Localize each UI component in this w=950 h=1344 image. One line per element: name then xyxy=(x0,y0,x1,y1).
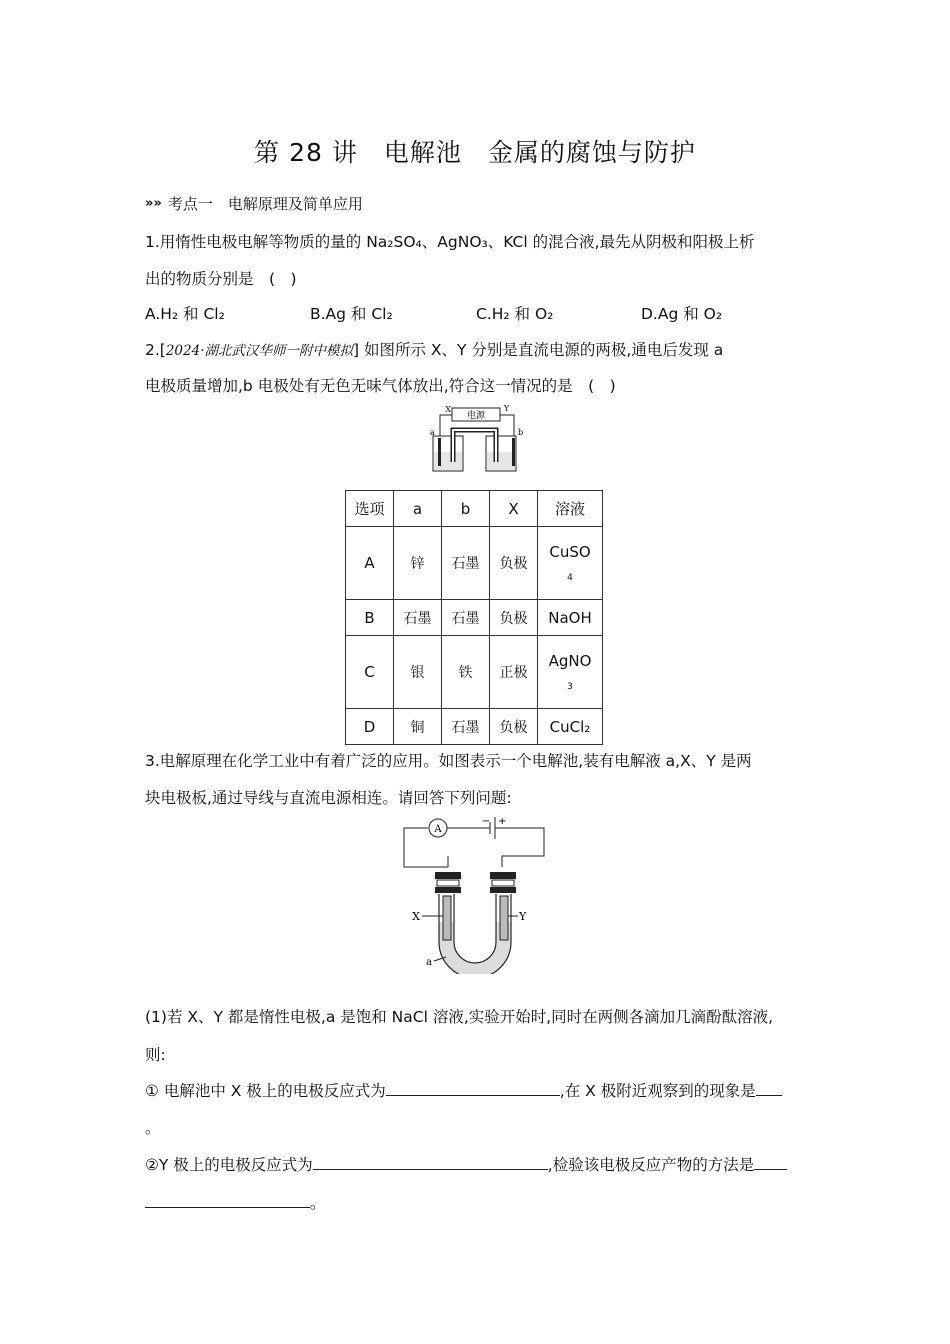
wire-right xyxy=(495,828,544,856)
table-cell: 负极 xyxy=(490,527,538,600)
q1-line2: 出的物质分别是 ( ) xyxy=(145,270,297,288)
stopper-right xyxy=(490,872,516,879)
table-cell: 铜 xyxy=(394,709,442,745)
electrode-y xyxy=(500,896,508,940)
q3-line1: 3.电解原理在化学工业中有着广泛的应用。如图表示一个电解池,装有电解液 a,X、Y 是两 xyxy=(145,752,752,770)
table-cell: 正极 xyxy=(490,636,538,709)
table-cell: 石墨 xyxy=(442,600,490,636)
ammeter-label: A xyxy=(434,824,442,835)
electrolyte-a-label: a xyxy=(426,957,432,968)
table-cell: 银 xyxy=(394,636,442,709)
table-cell: C xyxy=(346,636,394,709)
answer-blank[interactable] xyxy=(313,1155,548,1170)
table-cell: 锌 xyxy=(394,527,442,600)
stopper-left xyxy=(435,872,461,879)
s2-end: 。 xyxy=(310,1194,326,1212)
table-cell: CuCl₂ xyxy=(538,709,603,745)
battery-plus: + xyxy=(498,816,507,827)
q2-text1: ] 如图所示 X、Y 分别是直流电源的两极,通电后发现 a xyxy=(353,341,724,359)
solution-name: CuSO xyxy=(549,543,591,561)
table-cell: D xyxy=(346,709,394,745)
s1-text-b: ,在 X 极附近观察到的现象是 xyxy=(559,1082,756,1100)
table-row xyxy=(346,527,603,600)
table-cell: B xyxy=(346,600,394,636)
q2-line1 xyxy=(145,338,723,360)
q1-option-b: B.Ag 和 Cl₂ xyxy=(310,305,393,323)
electrode-a xyxy=(438,438,441,466)
s2-text-b: ,检验该电极反应产物的方法是 xyxy=(547,1156,755,1174)
wire-left xyxy=(440,415,452,436)
table-cell: NaOH xyxy=(538,600,603,636)
table-cell: 石墨 xyxy=(442,527,490,600)
section-heading xyxy=(145,193,363,214)
electrolysis-figure-q2 xyxy=(420,402,532,476)
table-cell xyxy=(538,527,603,600)
table-cell: 负极 xyxy=(490,600,538,636)
table-row xyxy=(346,636,603,709)
q3-p1-line2: 则: xyxy=(145,1046,166,1064)
table-header: b xyxy=(442,491,490,527)
q1-option-d: D.Ag 和 O₂ xyxy=(641,305,723,323)
table-cell: 石墨 xyxy=(394,600,442,636)
table-header-row xyxy=(346,491,603,527)
electrode-x xyxy=(443,896,451,940)
section-label: 考点一 电解原理及简单应用 xyxy=(167,195,363,213)
fig-x-label: X xyxy=(445,405,451,414)
table-cell: 石墨 xyxy=(442,709,490,745)
table-cell: 负极 xyxy=(490,709,538,745)
solution-right xyxy=(487,452,515,470)
stopper-right-ring xyxy=(492,880,514,886)
stopper-left-ring xyxy=(437,880,459,886)
q1-option-a: A.H₂ 和 Cl₂ xyxy=(145,305,225,323)
q3-p1-line1: (1)若 X、Y 都是惰性电极,a 是饱和 NaCl 溶液,实验开始时,同时在两侧各滴加几滴酚酞溶液, xyxy=(145,1008,774,1026)
page-title: 第 28 讲 电解池 金属的腐蚀与防护 xyxy=(254,138,696,167)
fig-y-label: Y xyxy=(504,404,510,413)
u-tube-figure xyxy=(402,812,552,974)
table-cell: 铁 xyxy=(442,636,490,709)
answer-blank[interactable] xyxy=(756,1081,782,1096)
solution-subscript: 3 xyxy=(567,682,573,692)
q3-s2 xyxy=(145,1153,787,1175)
answer-blank[interactable] xyxy=(754,1155,787,1170)
table-row xyxy=(346,600,603,636)
answer-blank[interactable] xyxy=(145,1193,310,1208)
options-table xyxy=(345,490,603,745)
fig-a-label: a xyxy=(430,428,435,437)
wire-right xyxy=(500,415,514,436)
table-row xyxy=(346,709,603,745)
electrode-b xyxy=(512,438,515,466)
chevron-icon: » xyxy=(145,196,150,211)
q3-s2-line2 xyxy=(145,1191,326,1213)
q2-prefix: 2.[ xyxy=(145,341,166,359)
stopper-left-base xyxy=(435,887,461,893)
solution-subscript: 4 xyxy=(567,573,573,583)
table-cell: A xyxy=(346,527,394,600)
q3-line2: 块电极板,通过导线与直流电源相连。请回答下列问题: xyxy=(145,789,512,807)
electrode-x-label: X xyxy=(412,910,420,923)
battery-minus: − xyxy=(482,816,491,827)
q1-option-c: C.H₂ 和 O₂ xyxy=(476,305,554,323)
solution-name: AgNO xyxy=(548,652,592,670)
q3-s1-end: 。 xyxy=(145,1119,161,1137)
electrode-y-label: Y xyxy=(519,910,527,923)
stopper-right-base xyxy=(490,887,516,893)
q1-line1: 1.用惰性电极电解等物质的量的 Na₂SO₄、AgNO₃、KCl 的混合液,最先从阴极和阳极上析 xyxy=(145,233,755,251)
u-tube-inner xyxy=(454,894,496,963)
q2-line2: 电极质量增加,b 电极处有无色无味气体放出,符合这一情况的是 ( ) xyxy=(145,377,616,395)
s2-text-a: ②Y 极上的电极反应式为 xyxy=(145,1156,313,1174)
q2-source: 2024·湖北武汉华师一附中模拟 xyxy=(165,343,353,359)
table-header: 溶液 xyxy=(538,491,603,527)
power-label: 电源 xyxy=(466,411,486,421)
q3-s1 xyxy=(145,1079,782,1101)
table-header: 选项 xyxy=(346,491,394,527)
fig-b-label: b xyxy=(518,428,524,437)
table-cell xyxy=(538,636,603,709)
table-header: a xyxy=(394,491,442,527)
s1-text-a: ① 电解池中 X 极上的电极反应式为 xyxy=(145,1082,386,1100)
table-header: X xyxy=(490,491,538,527)
answer-blank[interactable] xyxy=(386,1081,560,1096)
chevron-icon-2: » xyxy=(153,196,158,211)
